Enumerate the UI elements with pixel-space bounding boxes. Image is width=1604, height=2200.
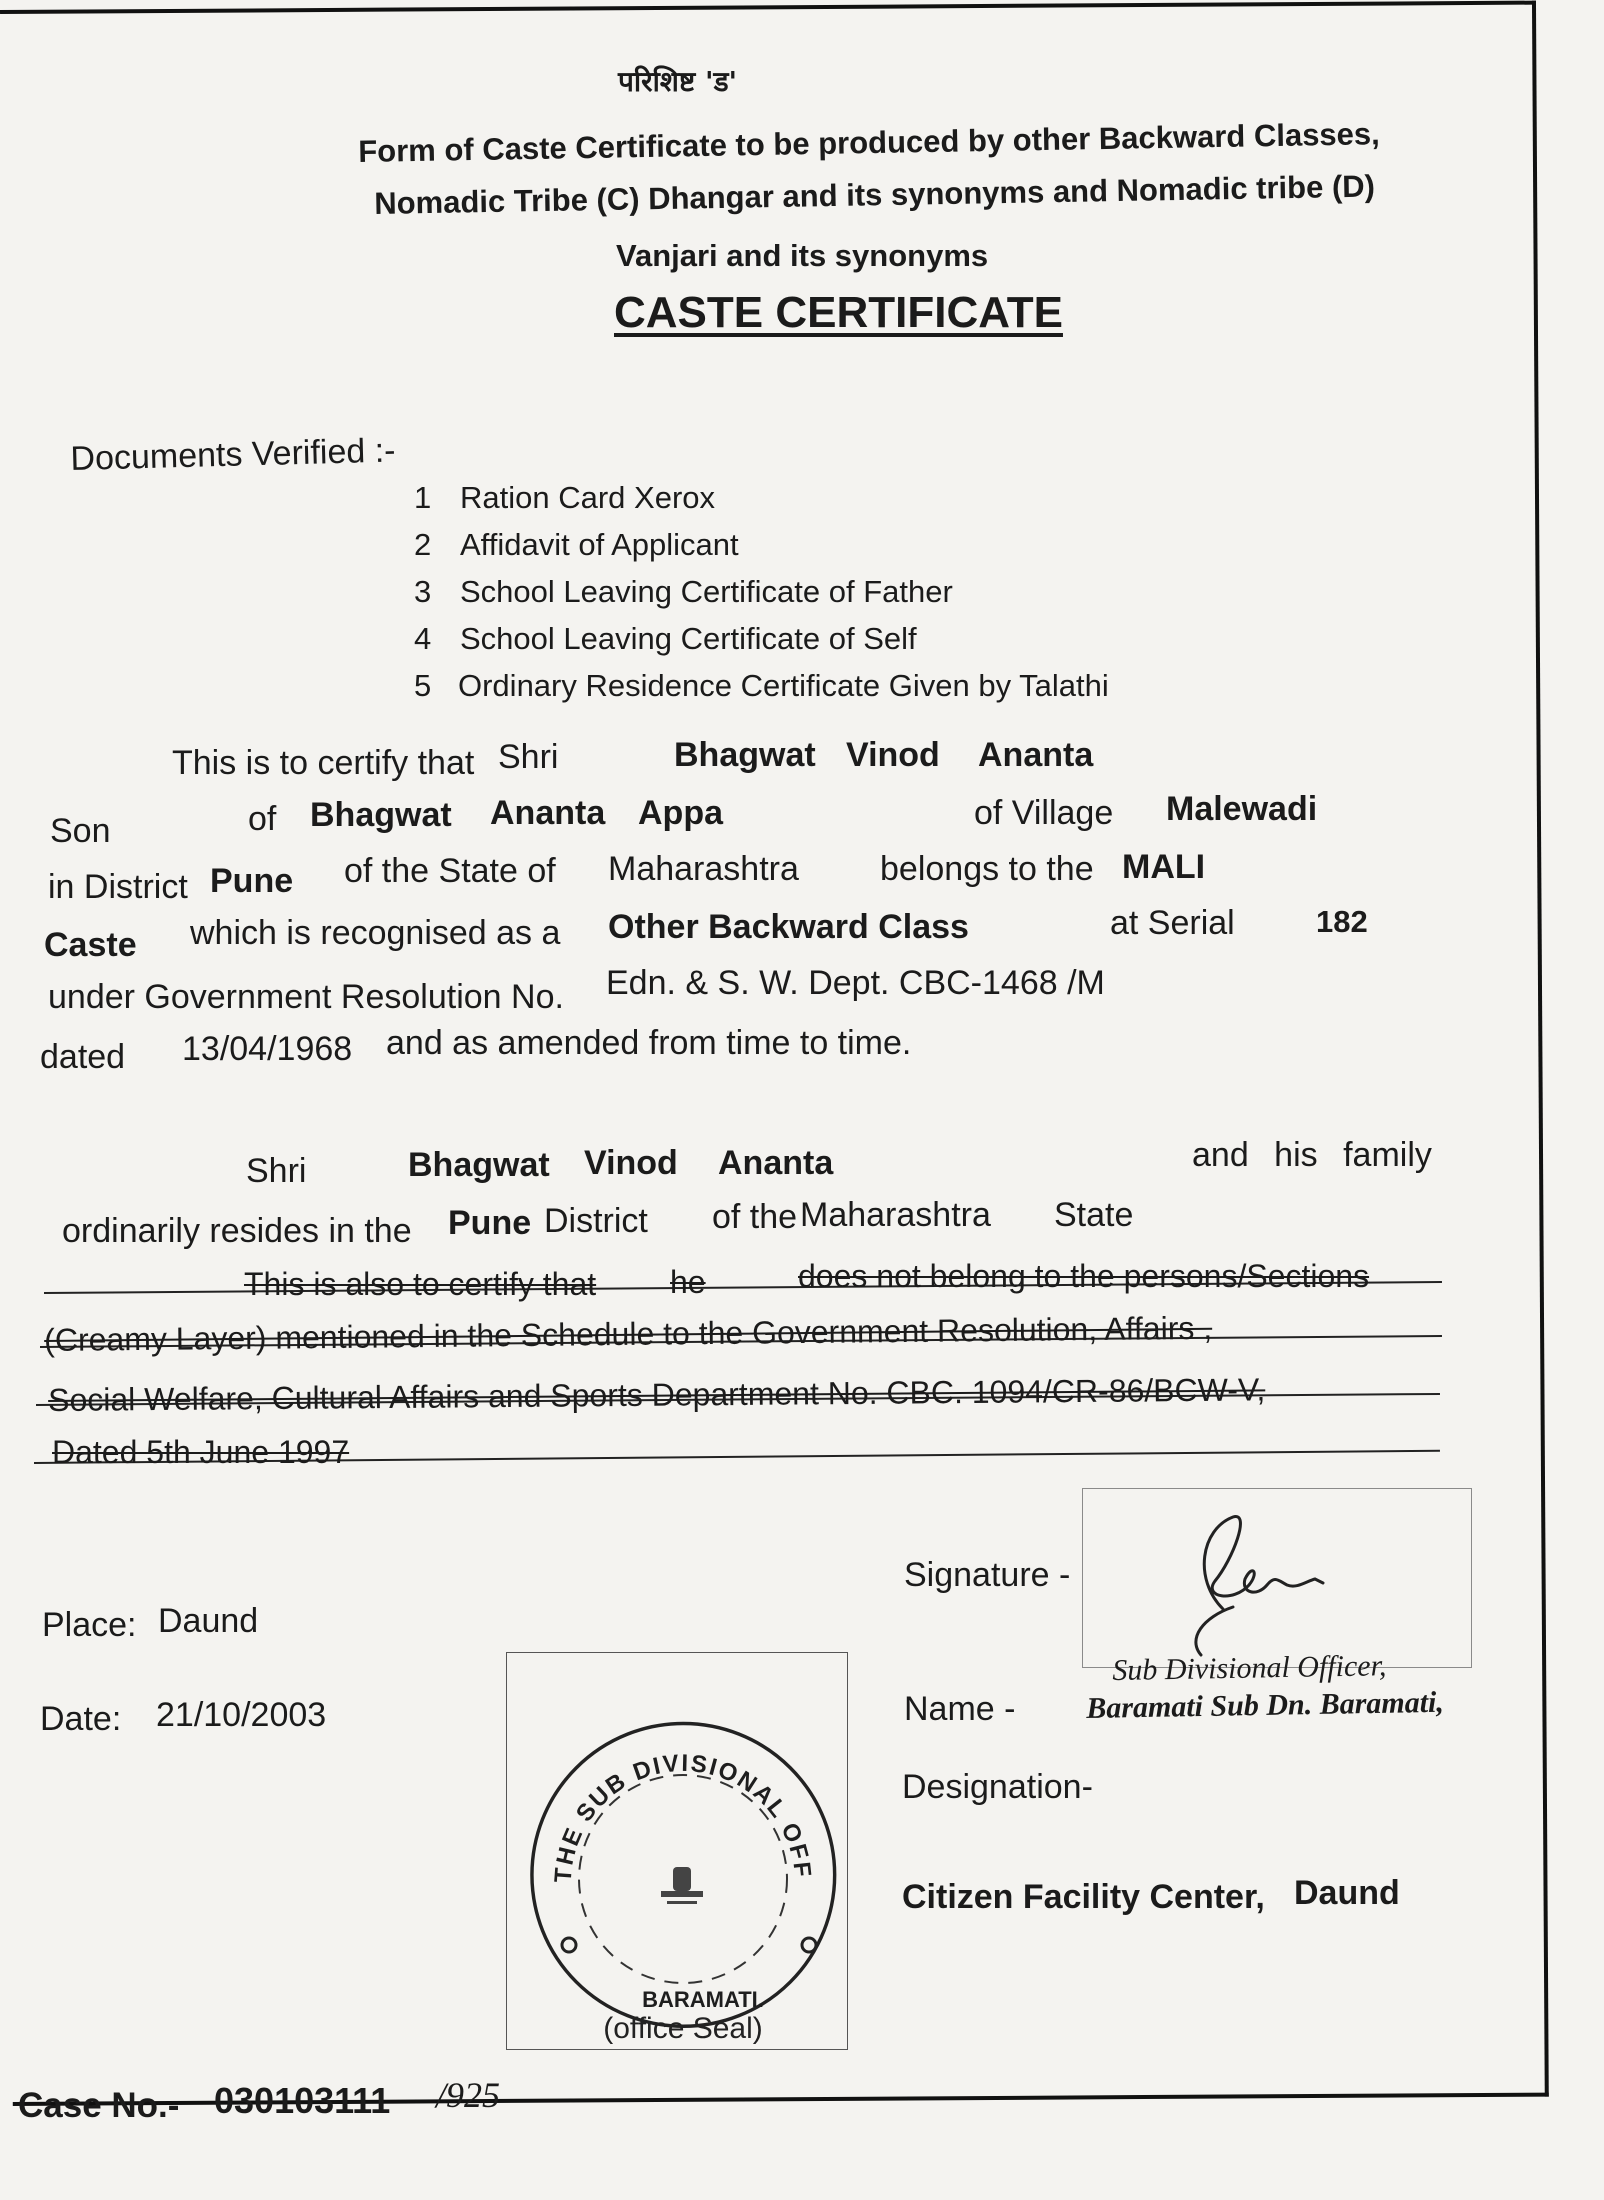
of-village-label: of Village bbox=[974, 794, 1114, 832]
case-number: 030103111 bbox=[214, 2080, 391, 2121]
heading-line-3: Vanjari and its synonyms bbox=[616, 238, 989, 273]
place-label: Place: bbox=[42, 1606, 137, 1644]
center-name: Citizen Facility Center, bbox=[902, 1878, 1265, 1916]
belongs-label: belongs to the bbox=[880, 850, 1094, 888]
residence-state: Maharashtra bbox=[800, 1196, 991, 1234]
residence-father-name: Ananta bbox=[718, 1144, 834, 1182]
officer-title: Sub Divisional Officer, bbox=[1112, 1649, 1387, 1687]
annex-label: परिशिष्ट 'ड' bbox=[618, 65, 738, 98]
gr-number: Edn. & S. W. Dept. CBC-1468 /M bbox=[606, 964, 1105, 1002]
designation-label: Designation- bbox=[902, 1768, 1093, 1806]
place-value: Daund bbox=[158, 1602, 259, 1640]
signature-label: Signature - bbox=[904, 1556, 1071, 1594]
date-value: 21/10/2003 bbox=[156, 1696, 327, 1734]
document-number: 4 bbox=[414, 621, 432, 656]
state-name: Maharashtra bbox=[608, 850, 799, 888]
of-the-label: of the bbox=[712, 1198, 798, 1236]
center-place: Daund bbox=[1294, 1874, 1400, 1912]
svg-text:THE SUB DIVISIONAL OFFICER, BA bbox=[507, 1653, 816, 1884]
seal-ring-text: THE SUB DIVISIONAL OFF bbox=[549, 1749, 817, 1884]
caste-name: MALI bbox=[1122, 848, 1206, 886]
caste-label: Caste bbox=[44, 926, 137, 964]
and-family-text: and his family bbox=[1192, 1136, 1432, 1174]
applicant-father-name: Ananta bbox=[978, 736, 1094, 774]
heading-line-2: Nomadic Tribe (C) Dhangar and its synonyms and Nomadic tribe (D) bbox=[374, 168, 1376, 221]
document-item: Ordinary Residence Certificate Given by Talathi bbox=[458, 668, 1109, 703]
document-number: 3 bbox=[414, 574, 432, 609]
document-item: Affidavit of Applicant bbox=[460, 527, 739, 562]
struck-line-2: (Creamy Layer) mentioned in the Schedule to the Government Resolution, Affairs , bbox=[44, 1309, 1213, 1358]
case-label: Case No.- bbox=[18, 2086, 180, 2125]
signature-box bbox=[1082, 1488, 1472, 1668]
father-first-name: Ananta bbox=[490, 794, 606, 832]
page-title: CASTE CERTIFICATE bbox=[614, 288, 1063, 337]
recognised-label: which is recognised as a bbox=[190, 914, 561, 952]
under-gr-label: under Government Resolution No. bbox=[48, 978, 564, 1016]
date-label: Date: bbox=[40, 1700, 122, 1738]
residence-surname: Bhagwat bbox=[408, 1146, 550, 1184]
emblem-icon bbox=[661, 1867, 703, 1904]
category-name: Other Backward Class bbox=[608, 908, 969, 946]
ordinarily-resides-label: ordinarily resides in the bbox=[62, 1212, 412, 1250]
of-the-state-label: of the State of bbox=[344, 852, 556, 890]
name-label: Name - bbox=[904, 1690, 1016, 1728]
applicant-surname: Bhagwat bbox=[674, 736, 816, 774]
document-item: School Leaving Certificate of Father bbox=[460, 574, 953, 609]
struck-line-3: Social Welfare, Cultural Affairs and Sports Department No. CBC. 1094/CR-86/BCW-V, bbox=[48, 1371, 1266, 1418]
of-label: of bbox=[248, 800, 277, 838]
seal-bottom-text: BARAMATI. bbox=[642, 1987, 764, 2012]
documents-label: Documents Verified :- bbox=[70, 431, 396, 478]
residence-shri: Shri bbox=[246, 1152, 307, 1190]
father-surname: Bhagwat bbox=[310, 796, 452, 834]
village-name: Malewadi bbox=[1166, 790, 1318, 828]
case-number-suffix: /925 bbox=[436, 2075, 501, 2115]
district-name: Pune bbox=[210, 862, 294, 900]
seal-label: (office Seal) bbox=[603, 2012, 763, 2045]
amended-text: and as amended from time to time. bbox=[386, 1024, 912, 1062]
office-seal bbox=[507, 1653, 847, 2049]
struck-line-4: Dated 5th June 1997 bbox=[52, 1434, 350, 1470]
district-label: District bbox=[544, 1202, 648, 1240]
document-number: 2 bbox=[414, 527, 432, 562]
state-label: State bbox=[1054, 1196, 1134, 1234]
certify-shri: Shri bbox=[498, 738, 559, 776]
document-item: Ration Card Xerox bbox=[460, 480, 716, 515]
serial-number: 182 bbox=[1316, 904, 1368, 939]
applicant-first-name: Vinod bbox=[846, 736, 940, 774]
struck-line-1-b: he bbox=[670, 1264, 706, 1300]
officer-office: Baramati Sub Dn. Baramati, bbox=[1086, 1685, 1445, 1725]
dated-label: dated bbox=[40, 1038, 126, 1076]
struck-line-1-a: This is also to certify that bbox=[244, 1266, 597, 1302]
office-seal-box bbox=[506, 1652, 848, 2050]
document-number: 5 bbox=[414, 668, 432, 703]
heading-line-1: Form of Caste Certificate to be produced by other Backward Classes, bbox=[358, 116, 1381, 169]
document-number: 1 bbox=[414, 480, 432, 515]
struck-line-1-c: does not belong to the persons/Sections bbox=[798, 1258, 1370, 1294]
document-item: School Leaving Certificate of Self bbox=[460, 621, 917, 656]
certify-intro: This is to certify that bbox=[172, 744, 475, 782]
son-label: Son bbox=[50, 812, 111, 850]
gr-date: 13/04/1968 bbox=[182, 1030, 353, 1068]
residence-district: Pune bbox=[448, 1204, 532, 1242]
at-serial-label: at Serial bbox=[1110, 904, 1235, 942]
in-district-label: in District bbox=[48, 868, 188, 906]
signature-scribble bbox=[1083, 1489, 1471, 1667]
father-father-name: Appa bbox=[638, 794, 723, 832]
residence-first-name: Vinod bbox=[584, 1144, 678, 1182]
